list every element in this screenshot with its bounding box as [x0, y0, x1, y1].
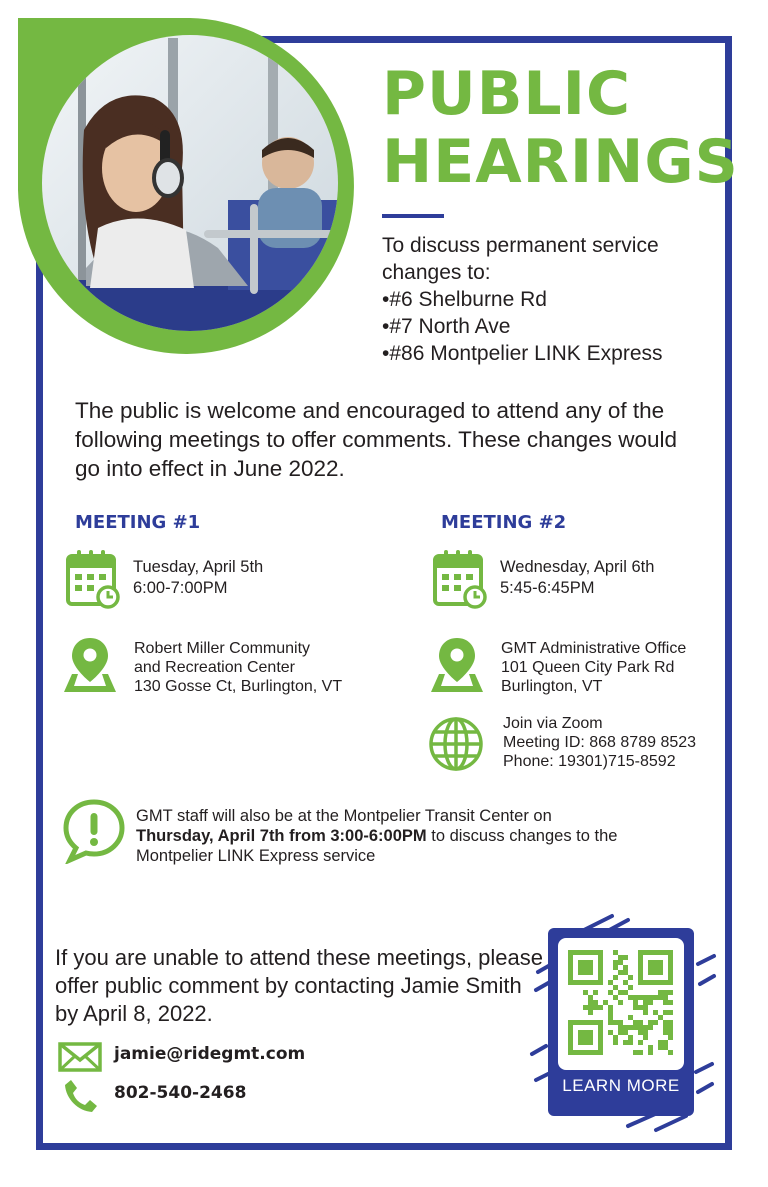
route-list: [382, 286, 663, 367]
transit-center-note: [136, 806, 696, 866]
note-text-before: GMT staff will also be at the Montpelier Transit Center on: [136, 807, 552, 825]
meeting-2-location: [501, 639, 686, 696]
meeting-2-datetime: [500, 557, 654, 599]
meeting-1-time: 6:00-7:00PM: [133, 579, 228, 597]
location-line: 130 Gosse Ct, Burlington, VT: [134, 678, 343, 695]
title-divider: [382, 214, 444, 218]
meeting-1-location: [134, 639, 342, 696]
note-bold-date: Thursday, April 7th from 3:00-6:00PM: [136, 827, 427, 845]
meeting-2-heading: MEETING #2: [441, 512, 567, 533]
location-line: Robert Miller Community: [134, 640, 311, 657]
page-title: [382, 60, 739, 196]
location-line: and Recreation Center: [134, 659, 295, 676]
contact-phone[interactable]: 802-540-2468: [114, 1083, 247, 1103]
meeting-2-zoom: [503, 714, 696, 771]
map-pin-icon: [62, 636, 118, 694]
map-pin-icon: [429, 636, 485, 694]
exclamation-chat-icon: [62, 798, 126, 864]
route-item: • #86 Montpelier LINK Express: [382, 340, 663, 367]
zoom-line: Join via Zoom: [503, 715, 603, 732]
qr-code-icon[interactable]: [558, 938, 684, 1070]
contact-email[interactable]: jamie@ridegmt.com: [114, 1044, 306, 1064]
intro-text: To discuss permanent service changes to:: [382, 234, 659, 284]
phone-icon: [63, 1078, 99, 1114]
zoom-line: Phone: 19301)715-8592: [503, 753, 676, 770]
note-text-after: to discuss changes to the Montpelier LINK Express service: [136, 827, 618, 865]
location-line: Burlington, VT: [501, 678, 603, 695]
contact-paragraph: If you are unable to attend these meetings, please offer public comment by contacting Jamie Smith by April 8, 2022.: [55, 945, 543, 1026]
calendar-icon: [433, 550, 487, 610]
welcome-paragraph: The public is welcome and encouraged to attend any of the following meetings to offer comments. These changes would go into effect in June 2022.: [75, 398, 677, 481]
learn-more-button[interactable]: LEARN MORE: [562, 1076, 680, 1095]
meeting-2-time: 5:45-6:45PM: [500, 579, 595, 597]
location-line: 101 Queen City Park Rd: [501, 659, 675, 676]
hero-photo: [18, 18, 354, 358]
meeting-1-day: Tuesday, April 5th: [133, 558, 264, 576]
title-line-1: PUBLIC: [382, 59, 632, 129]
title-line-2: HEARINGS: [382, 127, 739, 197]
qr-card[interactable]: [548, 928, 694, 1116]
qr-code-frame: [558, 938, 684, 1070]
route-item: • #6 Shelburne Rd: [382, 286, 663, 313]
envelope-icon: [58, 1042, 102, 1072]
globe-icon: [428, 716, 484, 772]
meeting-2-day: Wednesday, April 6th: [500, 558, 655, 576]
meeting-1-datetime: [133, 557, 263, 599]
calendar-icon: [66, 550, 120, 610]
location-line: GMT Administrative Office: [501, 640, 687, 657]
route-item: • #7 North Ave: [382, 313, 663, 340]
meeting-1-heading: MEETING #1: [75, 512, 201, 533]
zoom-line: Meeting ID: 868 8789 8523: [503, 734, 697, 751]
